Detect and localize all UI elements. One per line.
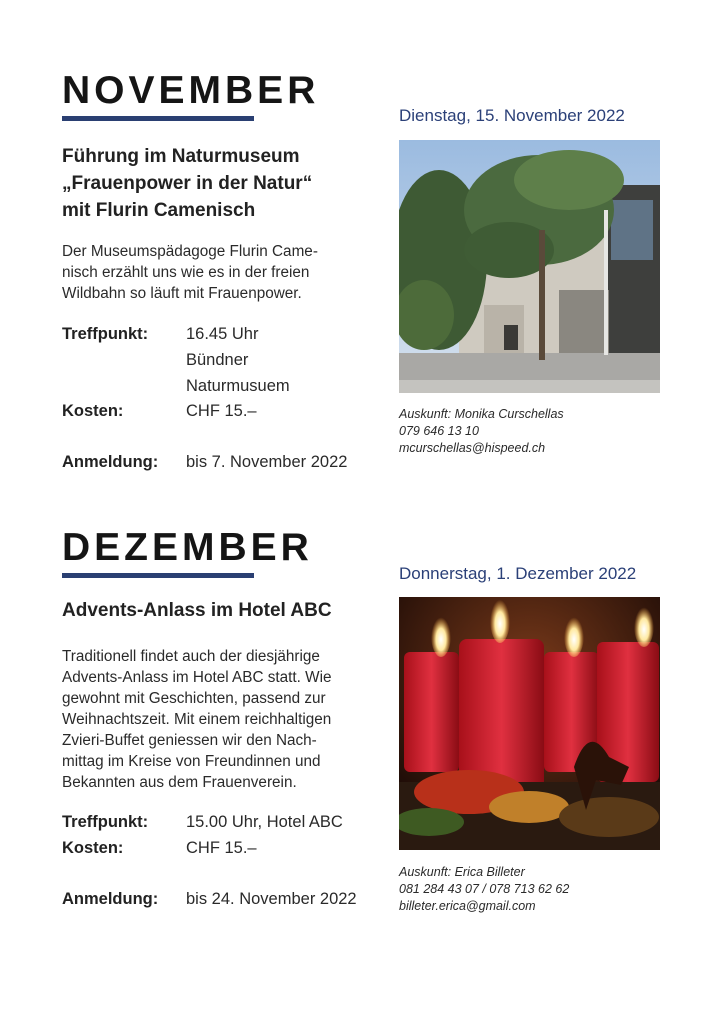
event-description-november: [62, 241, 318, 304]
event-date-november: Dienstag, 15. November 2022: [399, 106, 625, 125]
kosten-label: Kosten:: [62, 839, 124, 857]
description-line: Bekannten aus dem Frauenverein.: [62, 774, 297, 791]
event-description-dezember: [62, 646, 332, 793]
event-title-november: [62, 143, 312, 224]
anmeldung-value: bis 7. November 2022: [186, 453, 348, 471]
event-title-dezember: Advents-Anlass im Hotel ABC: [62, 600, 332, 621]
treffpunkt-value: 15.00 Uhr, Hotel ABC: [186, 813, 343, 831]
title-line: Führung im Naturmuseum: [62, 146, 300, 167]
contact-email[interactable]: billeter.erica@gmail.com: [399, 899, 536, 913]
contact-info-dezember: [399, 864, 569, 915]
month-heading-november: NOVEMBER: [62, 69, 320, 112]
description-line: nisch erzählt uns wie es in der freien: [62, 264, 310, 281]
contact-email[interactable]: mcurschellas@hispeed.ch: [399, 441, 546, 455]
event-date-dezember: Donnerstag, 1. Dezember 2022: [399, 564, 637, 583]
description-line: Zvieri-Buffet geniessen wir den Nach-: [62, 732, 317, 749]
kosten-label: Kosten:: [62, 402, 124, 420]
contact-line: 079 646 13 10: [399, 424, 479, 438]
description-line: Traditionell findet auch der diesjährige: [62, 648, 320, 665]
heading-underline: [62, 116, 254, 121]
title-line: mit Flurin Camenisch: [62, 200, 256, 221]
anmeldung-label: Anmeldung:: [62, 890, 159, 908]
heading-underline: [62, 573, 254, 578]
contact-line: Auskunft: Erica Billeter: [399, 865, 525, 879]
description-line: Wildbahn so läuft mit Frauenpower.: [62, 285, 302, 302]
kosten-value: CHF 15.–: [186, 839, 257, 857]
museum-photo: [399, 140, 660, 393]
advent-candles-photo: [399, 597, 660, 850]
anmeldung-value: bis 24. November 2022: [186, 890, 357, 908]
description-line: mittag im Kreise von Freundinnen und: [62, 753, 321, 770]
treffpunkt-label: Treffpunkt:: [62, 813, 149, 831]
description-line: gewohnt mit Geschichten, passend zur: [62, 690, 326, 707]
contact-line: 081 284 43 07 / 078 713 62 62: [399, 882, 570, 896]
treffpunkt-value: Naturmusuem: [186, 377, 290, 395]
treffpunkt-label: Treffpunkt:: [62, 325, 149, 343]
anmeldung-label: Anmeldung:: [62, 453, 159, 471]
description-line: Der Museumspädagoge Flurin Came-: [62, 243, 318, 260]
description-line: Advents-Anlass im Hotel ABC statt. Wie: [62, 669, 332, 686]
contact-line: Auskunft: Monika Curschellas: [399, 407, 564, 421]
treffpunkt-value: Bündner: [186, 351, 249, 369]
title-line: „Frauenpower in der Natur“: [62, 173, 313, 194]
kosten-value: CHF 15.–: [186, 402, 257, 420]
contact-info-november: [399, 406, 564, 457]
month-heading-dezember: DEZEMBER: [62, 526, 313, 569]
treffpunkt-value: 16.45 Uhr: [186, 325, 259, 343]
description-line: Weihnachtszeit. Mit einem reichhaltigen: [62, 711, 332, 728]
